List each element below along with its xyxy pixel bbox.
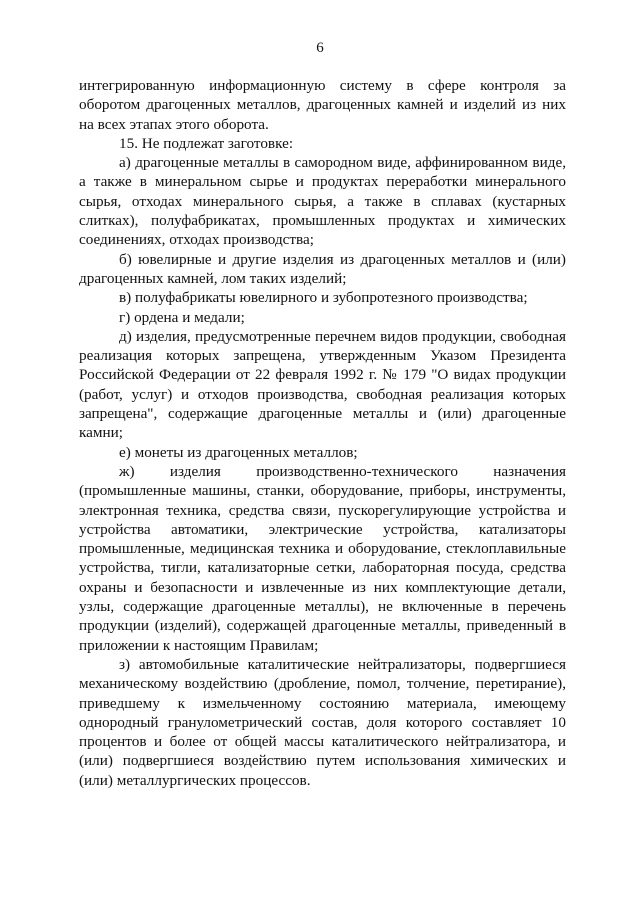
paragraph-subitem-v: в) полуфабрикаты ювелирного и зубопротезного производства; [119, 289, 528, 307]
paragraph-subitem-e: е) монеты из драгоценных металлов; [119, 443, 358, 461]
paragraph-subitem-zh: ж) изделия производственно-технического назначения (промышленные машины, станки, оборудование, приборы, инструменты, электронная техника, средства связи, пускорегулирующие устройства и устройства автоматики, электрические устройства, катализаторы промышленные, медицинская техника и оборудование, стеклоплавильные устройства, тигли, катализаторные сетки, лабораторная посуда, средства охраны и безопасности и извлеченные из них комплектующие детали, узлы, содержащие драгоценные металлы), не включенные в перечень продукции (изделий), содержащей драгоценные металлы, приведенный в приложении к настоящим Правилам; [79, 462, 566, 654]
page-number: 6 [316, 40, 324, 56]
paragraph-continuation: интегрированную информационную систему в сфере контроля за оборотом драгоценных металлов, драгоценных камней и изделий из них на всех этапах этого оборота. [79, 77, 566, 133]
paragraph-item-15: 15. Не подлежат заготовке: [119, 134, 294, 152]
paragraph-subitem-a: а) драгоценные металлы в самородном виде, аффинированном виде, а также в минеральном сырье и продуктах переработки минерального сырья, отходах минерального сырья, а также в сплавах (кустарных слитках), полуфабрикатах, промышленных продуктах и химических соединениях, отходах производства; [79, 154, 566, 249]
document-body [79, 76, 566, 790]
paragraph-subitem-g: г) ордена и медали; [119, 308, 245, 326]
paragraph-subitem-d: д) изделия, предусмотренные перечнем видов продукции, свободная реализация которых запрещена, утвержденным Указом Президента Российской Федерации от 22 февраля 1992 г. № 179 "О видах продукции (работ, услуг) и отходов производства, свободная реализация которых запрещена", содержащие драгоценные металлы и (или) драгоценные камни; [79, 327, 566, 442]
paragraph-subitem-b: б) ювелирные и другие изделия из драгоценных металлов и (или) драгоценных камней, лом таких изделий; [79, 250, 566, 287]
paragraph-subitem-z: з) автомобильные каталитические нейтрализаторы, подвергшиеся механическому воздействию (дробление, помол, толчение, перетирание), приведшему к измельченному состоянию материала, имеющему однородный гранулометрический состав, доля которого составляет 10 процентов и более от общей массы каталитического нейтрализатора, и (или) подвергшиеся воздействию путем использования химических и (или) металлургических процессов. [79, 655, 566, 789]
